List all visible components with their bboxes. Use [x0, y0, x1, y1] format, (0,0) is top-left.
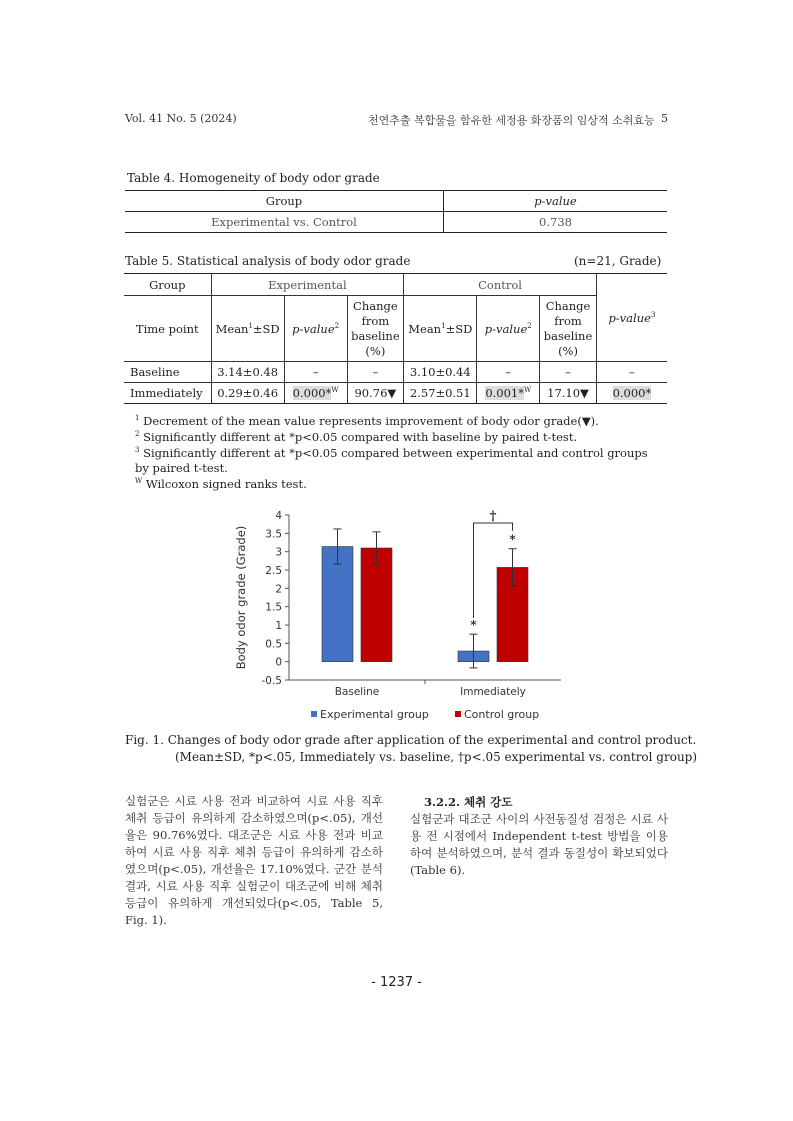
- y-tick-label: 4: [275, 510, 282, 522]
- y-tick-label: 1: [275, 620, 282, 632]
- t5-row1-exp-change: –: [347, 362, 404, 383]
- t5-row1-time: Baseline: [124, 362, 211, 383]
- footnote-2: $^2$ Significantly different at *p<0.05 compared with baseline by paired t-test.: [135, 429, 578, 444]
- y-tick-label: 0: [275, 656, 282, 669]
- t5-row2-ctrl-mean: 2.57±0.51: [404, 383, 477, 404]
- t5-header-ctrl-change: Change from baseline (%): [540, 296, 597, 362]
- x-tick-label: Immediately: [460, 686, 526, 698]
- t4-cell-group: Experimental vs. Control: [125, 212, 444, 233]
- legend-label-0: Experimental group: [320, 708, 429, 721]
- t5-header-exp-change: Change from baseline (%): [347, 296, 404, 362]
- t5-row1-ctrl-mean: 3.10±0.44: [404, 362, 477, 383]
- t4-header-p: p-value: [444, 191, 668, 212]
- figure-caption-legend: (Mean±SD, *p<.05, Immediately vs. baseline, †p<.05 experimental vs. control group): [175, 750, 698, 764]
- footnote-1: $^1$ Decrement of the mean value represents improvement of body odor grade(▼).: [135, 413, 599, 428]
- body-odor-chart: [225, 505, 570, 730]
- legend-swatch-0: [311, 711, 317, 717]
- y-tick-label: 3.5: [265, 528, 282, 541]
- y-tick-label: 2: [275, 583, 282, 596]
- t5-header-pvalue3: p-value$^3$: [596, 274, 667, 362]
- running-header-left: Vol. 41 No. 5 (2024): [125, 112, 237, 125]
- t5-header-experimental: Experimental: [211, 274, 404, 296]
- t5-row1-p: –: [596, 362, 667, 383]
- t5-row2-ctrl-change: 17.10▼: [540, 383, 597, 404]
- page-number: - 1237 -: [371, 975, 422, 990]
- t5-header-exp-mean: Mean$^1$±SD: [211, 296, 284, 362]
- legend-label-1: Control group: [464, 708, 540, 721]
- footnote-w: $^W$ Wilcoxon signed ranks test.: [135, 476, 307, 491]
- t5-row2-exp-change: 90.76▼: [347, 383, 404, 404]
- t5-row2-ctrl-p: 0.001*$^W$: [477, 383, 540, 404]
- dagger-mark: †: [489, 509, 497, 524]
- t5-header-control: Control: [404, 274, 597, 296]
- footnote-3: $^3$ Significantly different at *p<0.05 compared between experimental and control groups by paired t-test.: [135, 445, 648, 475]
- section-heading: 3.2.2. 체취 강도: [424, 795, 513, 809]
- table4-caption: Table 4. Homogeneity of body odor grade: [127, 171, 380, 185]
- t4-cell-p: 0.738: [444, 212, 668, 233]
- y-tick-label: 2.5: [265, 565, 282, 577]
- t5-row1-exp-p: –: [284, 362, 347, 383]
- x-tick-label: Baseline: [334, 686, 380, 698]
- t5-header-ctrl-p: p-value$^2$: [477, 296, 540, 362]
- significance-star: *: [509, 532, 516, 547]
- figure-caption: Fig. 1. Changes of body odor grade after application of the experimental and control product.: [125, 733, 697, 747]
- y-tick-label: -0.5: [261, 675, 282, 687]
- y-axis-label: Body odor grade (Grade): [234, 525, 248, 670]
- t5-row2-p: 0.000*: [596, 383, 667, 404]
- t5-header-exp-p: p-value$^2$: [284, 296, 347, 362]
- significance-star: *: [470, 618, 477, 633]
- t5-row1-exp-mean: 3.14±0.48: [211, 362, 284, 383]
- y-tick-label: 0.5: [265, 638, 282, 651]
- body-paragraph-right: 실험군과 대조군 사이의 사전동질성 검정은 시료 사용 전 시점에서 Independent t-test 방법을 이용하여 분석하였으며, 분석 결과 동질성이 확보되었다(Table 6).: [410, 812, 668, 877]
- legend-swatch-1: [455, 711, 461, 717]
- body-paragraph-left: 실험군은 시료 사용 전과 비교하여 시료 사용 직후 체취 등급이 유의하게 감소하였으며(p<.05), 개선율은 90.76%였다. 대조군은 시료 사용 전과 비교하여 시료 사용 직후 체취 등급이 유의하게 감소하였으며(p<.05), 개선율은 17.10%였다. 군간 분석 결과, 시료 사용 직후 실험군이 대조군에 비해 체취 등급이 유의하게 개선되었다(p<.05, Table 5, Fig. 1).: [125, 794, 383, 927]
- running-header-page: 5: [661, 112, 668, 125]
- running-header-title: 천연추출 복합물을 함유한 세정용 화장품의 임상적 소취효능: [368, 114, 655, 127]
- t5-row1-ctrl-p: –: [477, 362, 540, 383]
- table5-caption: Table 5. Statistical analysis of body odor grade: [125, 254, 411, 268]
- t5-row1-ctrl-change: –: [540, 362, 597, 383]
- t5-header-time: Time point: [124, 296, 211, 362]
- t5-header-group: Group: [124, 274, 211, 296]
- y-tick-label: 1.5: [265, 601, 282, 614]
- table5: [124, 273, 667, 404]
- t5-row2-exp-p: 0.000*$^W$: [284, 383, 347, 404]
- table4: [125, 190, 667, 233]
- bar-0-1: [361, 548, 392, 662]
- table5-note: (n=21, Grade): [574, 254, 662, 268]
- t5-row2-exp-mean: 0.29±0.46: [211, 383, 284, 404]
- t4-header-group: Group: [125, 191, 444, 212]
- t5-header-ctrl-mean: Mean$^1$±SD: [404, 296, 477, 362]
- y-tick-label: 3: [275, 546, 282, 559]
- t5-row2-time: Immediately: [124, 383, 211, 404]
